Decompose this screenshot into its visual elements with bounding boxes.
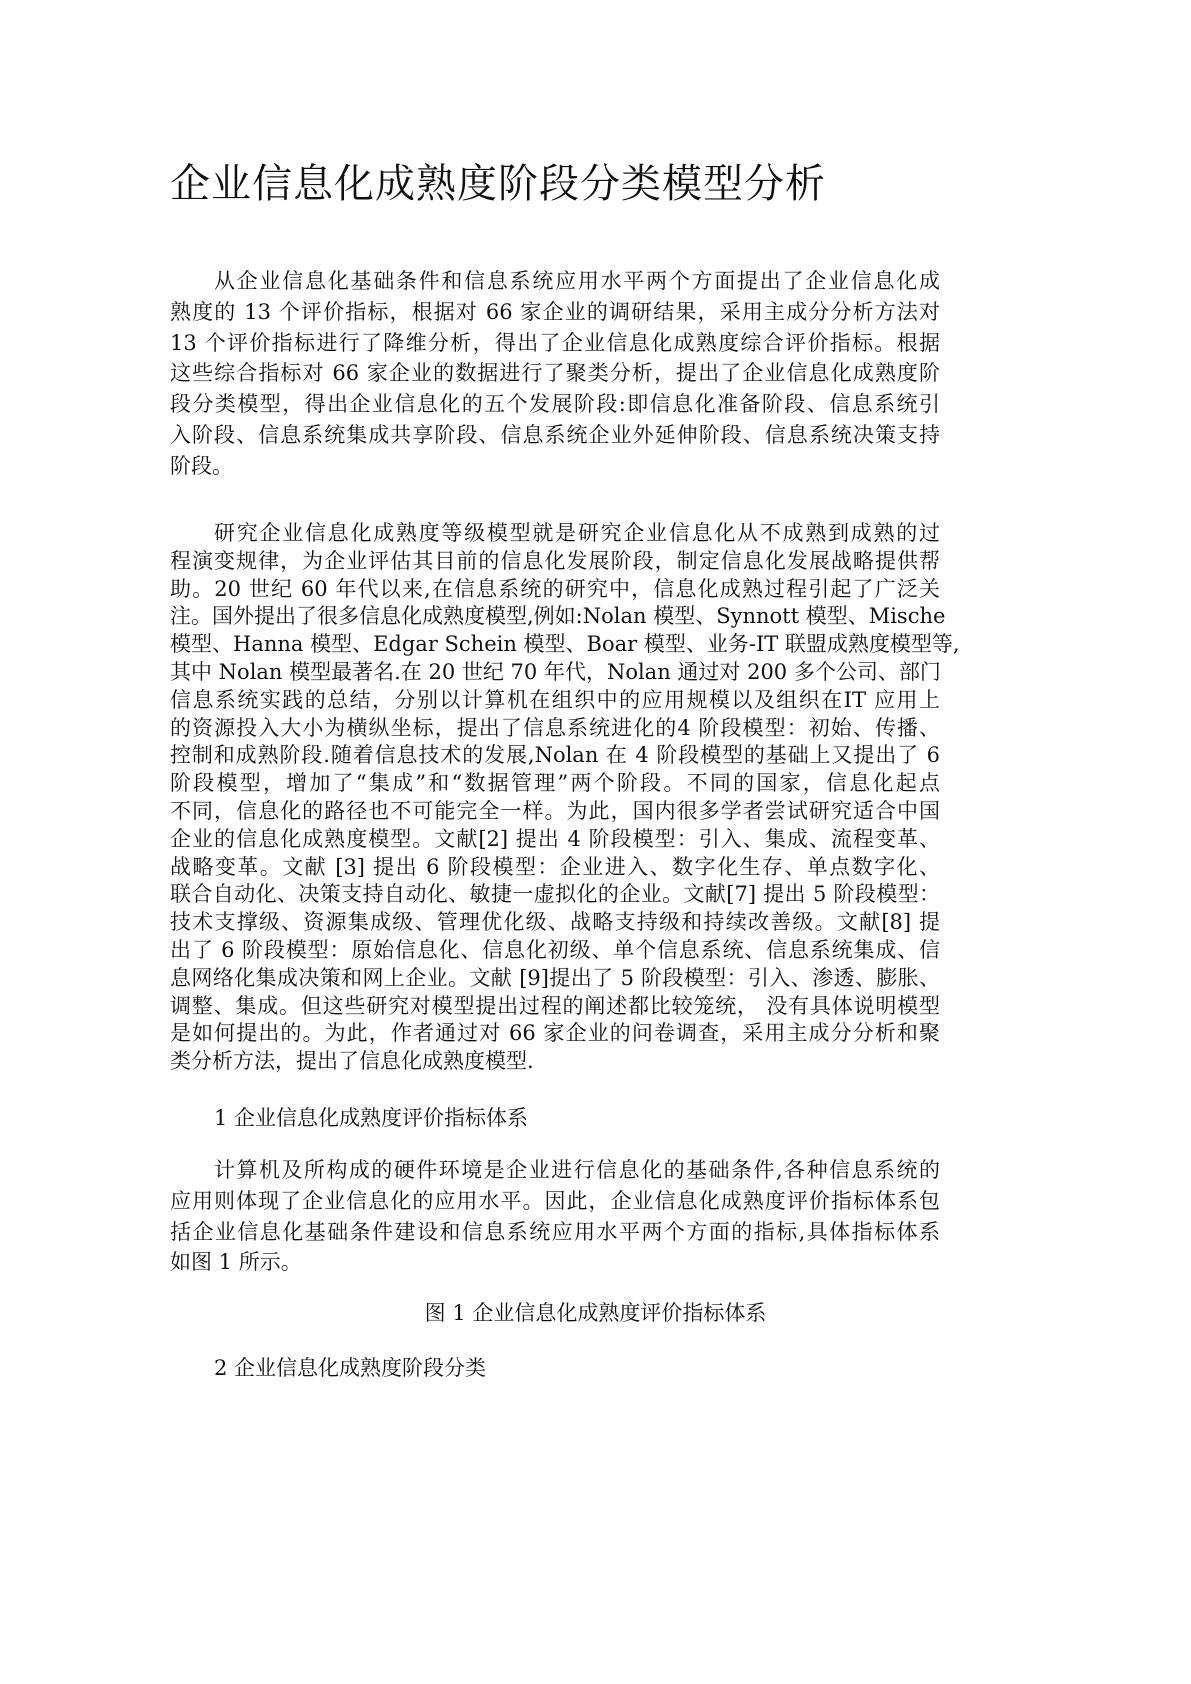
text-line: 助。20 世纪 60 年代以来,在信息系统的研究中，信息化成熟过程引起了广泛关 — [170, 576, 940, 601]
text-line: 技术支撑级、资源集成级、管理优化级、战略支持级和持续改善级。文献[8] 提 — [170, 910, 940, 935]
text-line: 出了 6 阶段模型：原始信息化、信息化初级、单个信息系统、信息系统集成、信 — [170, 937, 940, 962]
figure-1-caption: 图 1 企业信息化成熟度评价指标体系 — [424, 1301, 767, 1325]
text-line: 段分类模型，得出企业信息化的五个发展阶段:即信息化准备阶段、信息系统引 — [170, 392, 940, 417]
text-line: 的资源投入大小为横纵坐标，提出了信息系统进化的4 阶段模型：初始、传播、 — [170, 715, 940, 740]
text-line: 应用则体现了企业信息化的应用水平。因此，企业信息化成熟度评价指标体系包 — [170, 1188, 940, 1213]
text-line: 注。国外提出了很多信息化成熟度模型,例如:Nolan 模型、Synnott 模型、Mische — [170, 604, 946, 629]
text-line: 信息系统实践的总结，分别以计算机在组织中的应用规模以及组织在IT 应用上 — [170, 687, 940, 712]
text-line: 联合自动化、决策支持自动化、敏捷一虚拟化的企业。文献[7] 提出 5 阶段模型： — [170, 882, 940, 907]
section-1-heading: 1 企业信息化成熟度评价指标体系 — [214, 1106, 529, 1130]
text-line: 入阶段、信息系统集成共享阶段、信息系统企业外延伸阶段、信息系统决策支持 — [170, 422, 940, 447]
text-line: 不同，信息化的路径也不可能完全一样。为此，国内很多学者尝试研究适合中国 — [170, 798, 940, 823]
section-2-heading: 2 企业信息化成熟度阶段分类 — [214, 1356, 487, 1380]
document-title: 企业信息化成熟度阶段分类模型分析 — [170, 161, 826, 207]
text-line: 控制和成熟阶段.随着信息技术的发展,Nolan 在 4 阶段模型的基础上又提出了 6 — [170, 743, 940, 768]
introduction-paragraph — [170, 520, 960, 1076]
text-line: 其中 Nolan 模型最著名.在 20 世纪 70 年代，Nolan 通过对 200 多个公司、部门 — [170, 659, 941, 684]
text-line: 息网络化集成决策和网上企业。文献 [9]提出了 5 阶段模型：引入、渗透、膨胀、 — [170, 965, 940, 990]
text-line: 计算机及所构成的硬件环境是企业进行信息化的基础条件,各种信息系统的 — [214, 1158, 940, 1182]
text-line: 如图 1 所示。 — [170, 1250, 302, 1275]
text-line: 企业的信息化成熟度模型。文献[2] 提出 4 阶段模型：引入、集成、流程变革、 — [170, 826, 940, 851]
text-line: 战略变革。文献 [3] 提出 6 阶段模型：企业进入、数字化生存、单点数字化、 — [170, 854, 940, 879]
text-line: 程演变规律，为企业评估其目前的信息化发展阶段，制定信息化发展战略提供帮 — [170, 548, 940, 573]
text-line: 研究企业信息化成熟度等级模型就是研究企业信息化从不成熟到成熟的过 — [214, 521, 940, 545]
text-line: 阶段模型，增加了“集成”和“数据管理”两个阶段。不同的国家，信息化起点 — [170, 771, 940, 796]
section-1-paragraph — [170, 1155, 940, 1278]
text-line: 这些综合指标对 66 家企业的数据进行了聚类分析，提出了企业信息化成熟度阶 — [170, 361, 940, 386]
text-line: 是如何提出的。为此，作者通过对 66 家企业的问卷调查，采用主成分分析和聚 — [170, 1021, 940, 1046]
text-line: 阶段。 — [170, 453, 233, 478]
text-line: 调整、集成。但这些研究对模型提出过程的阐述都比较笼统， 没有具体说明模型 — [170, 993, 940, 1018]
text-line: 13 个评价指标进行了降维分析，得出了企业信息化成熟度综合评价指标。根据 — [170, 330, 940, 355]
abstract-paragraph — [170, 266, 940, 482]
text-line: 熟度的 13 个评价指标，根据对 66 家企业的调研结果，采用主成分分析方法对 — [170, 299, 940, 324]
text-line: 模型、Hanna 模型、Edgar Schein 模型、Boar 模型、业务-IT 联盟成熟度模型等, — [170, 632, 960, 657]
text-line: 从企业信息化基础条件和信息系统应用水平两个方面提出了企业信息化成 — [214, 269, 940, 293]
text-line: 括企业信息化基础条件建设和信息系统应用水平两个方面的指标,具体指标体系 — [170, 1219, 940, 1244]
text-line: 类分析方法，提出了信息化成熟度模型. — [170, 1049, 534, 1074]
